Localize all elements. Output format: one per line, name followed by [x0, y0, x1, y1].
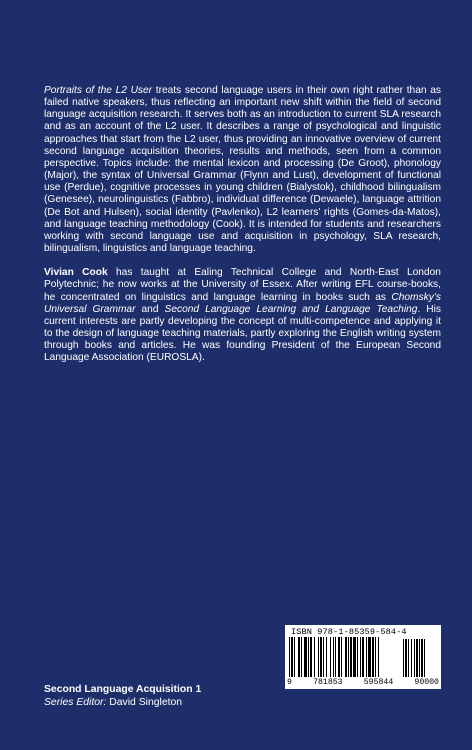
- barcode-bar: [378, 637, 379, 677]
- barcode-addon-bar: [421, 639, 423, 677]
- barcode-bars: [289, 637, 437, 677]
- barcode-bar: [304, 637, 307, 677]
- barcode-bar: [294, 637, 295, 677]
- barcode-bar: [291, 637, 293, 677]
- bio-part-a: has taught at Ealing Technical College and North-East London Polytechnic; he now works at the University of Essex. After writing EFL course-books, he concentrated on linguistics and language learning in books such as: [44, 267, 441, 303]
- bio-part-b: and: [135, 303, 165, 315]
- barcode-digits: [287, 678, 439, 687]
- barcode-addon-bar: [416, 639, 418, 677]
- barcode-bar: [289, 637, 290, 677]
- barcode-bar: [320, 637, 322, 677]
- author-name: Vivian Cook: [44, 267, 108, 279]
- barcode-bar: [372, 637, 374, 677]
- barcode-bar: [338, 637, 340, 677]
- barcode-digit-group: 90000: [414, 678, 439, 687]
- series-info: [44, 683, 304, 709]
- bio-part-c: . His current interests are partly developing the concept of multi-competence and applying it to the design of language teaching materials, partly exploring the English writing system through books and articles. He was founding President of the European Second Language Association (EUROSLA).: [44, 303, 441, 364]
- barcode-bar: [333, 637, 334, 677]
- barcode-bar: [323, 637, 324, 677]
- barcode-bar: [357, 637, 358, 677]
- barcode-bar: [314, 637, 315, 677]
- blurb-text: [44, 85, 441, 364]
- series-editor: [44, 696, 304, 709]
- barcode-bar: [298, 637, 300, 677]
- barcode-bar: [360, 637, 361, 677]
- description-body: treats second language users in their own right rather than as failed native speakers, thus reflecting an important new shift within the field of second language acquisition research. It serves both as an introduction to current SLA research and as an account of the L2 user. It describes a range of psychological and linguistic approaches that start from the L2 user, thus providing an innovative overview of current second language acquisition theories, results and methods, seen from a common perspective. Topics include: the mental lexicon and processing (De Groot), phonology (Major), the syntax of Universal Grammar (Flynn and Lust), development of functional use (Perdue), cognitive processes in young children (Bialystok), childhood bilingualism (Genesee), neurolinguistics (Fabbro), individual difference (Dewaele), language attrition (De Bot and Hulsen), social identity (Pavlenko), L2 learners’ rights (Gomes-da-Matos), and language teaching methodology (Cook). It is intended for students and researchers working with second language use and acquisition in psychology, SLA research, bilingualism, linguistics and language teaching.: [44, 85, 441, 255]
- book-title-2: Second Language Learning and Language Teaching: [164, 303, 418, 315]
- barcode-bar: [362, 637, 364, 677]
- barcode-addon-bar: [403, 639, 404, 677]
- barcode-bar: [308, 637, 309, 677]
- barcode-bar: [310, 637, 312, 677]
- barcode-bar: [341, 637, 342, 677]
- barcode-bar: [366, 637, 367, 677]
- barcode-addon-bar: [408, 639, 409, 677]
- barcode-bar: [368, 637, 371, 677]
- barcode-addon-bar: [411, 639, 412, 677]
- barcode-digit-group: 595844: [363, 678, 394, 687]
- barcode-bar: [326, 637, 327, 677]
- barcode-bar: [335, 637, 336, 677]
- barcode-addon-bar: [424, 639, 425, 677]
- barcode-bar: [301, 637, 302, 677]
- barcode-bar: [353, 637, 356, 677]
- book-title: Portraits of the L2 User: [44, 85, 153, 96]
- series-name: Second Language Acquisition 1: [44, 684, 202, 695]
- barcode-bar: [348, 637, 349, 677]
- series-editor-label: Series Editor:: [44, 697, 107, 708]
- isbn-barcode: [285, 625, 441, 689]
- isbn-number: ISBN 978-1-85359-584-4: [291, 627, 407, 637]
- barcode-bar: [375, 637, 376, 677]
- author-bio: [44, 267, 441, 364]
- barcode-digit-group: 9: [287, 678, 292, 687]
- barcode-bar: [350, 637, 352, 677]
- book-title-1: Chomsky’s Universal Grammar: [44, 291, 441, 315]
- series-editor-name: David Singleton: [106, 697, 183, 708]
- barcode-digit-group: 781853: [313, 678, 343, 687]
- barcode-bar: [330, 637, 331, 677]
- book-description: [44, 85, 441, 255]
- barcode-bar: [318, 637, 319, 677]
- barcode-addon-bar: [405, 639, 407, 677]
- barcode-addon-bar: [419, 639, 420, 677]
- barcode-bar: [345, 637, 347, 677]
- barcode-addon-bar: [414, 639, 415, 677]
